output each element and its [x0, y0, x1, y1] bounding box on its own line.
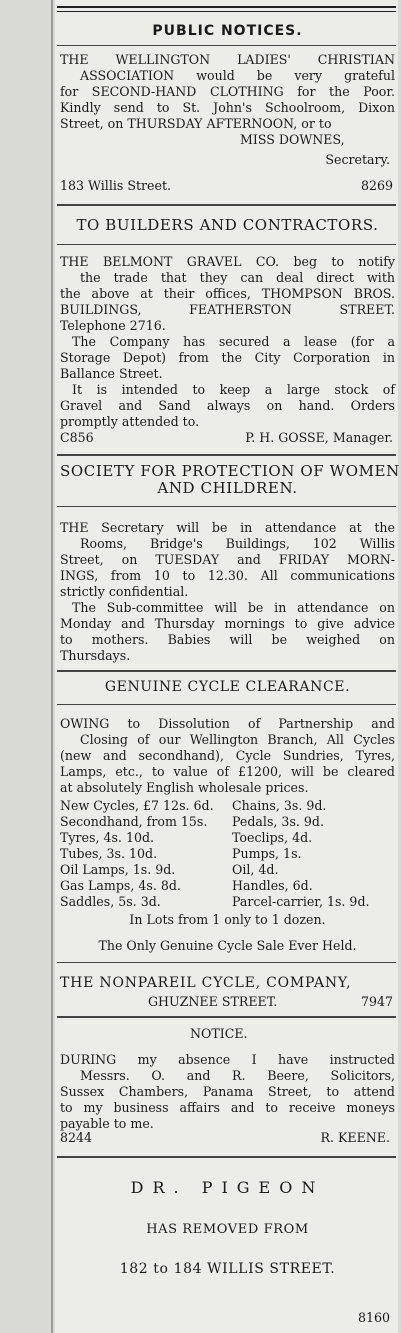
ladies-role: Secretary. [325, 152, 390, 167]
divider [57, 1156, 396, 1158]
divider [57, 962, 396, 963]
price-left: Gas Lamps, 4s. 8d. [60, 878, 181, 893]
notice-heading: NOTICE. [190, 1026, 248, 1041]
notice-ref: 8244 [60, 1130, 93, 1145]
notice-line: Messrs. O. and R. Beere, Solicitors, [80, 1068, 395, 1083]
cycle-line: Closing of our Wellington Branch, All Cycles [80, 732, 395, 747]
price-right: Parcel-carrier, 1s. 9d. [232, 894, 370, 909]
ladies-line5: Street, on THURSDAY AFTERNOON, or to [60, 116, 332, 131]
notice-line: DURING my absence I have instructed [60, 1052, 395, 1067]
builders-line: Gravel and Sand always on hand. Orders [60, 398, 395, 413]
society-heading2: AND CHILDREN. [157, 479, 298, 497]
society-line: INGS, from 10 to 12.30. All communications [60, 568, 395, 583]
society-line: Thursdays. [60, 648, 131, 663]
price-right: Toeclips, 4d. [232, 830, 313, 845]
cycle-heading: GENUINE CYCLE CLEARANCE. [104, 679, 351, 695]
pigeon-ref: 8160 [357, 1310, 390, 1325]
builders-line: the above at their offices, THOMPSON BROS. [60, 286, 395, 301]
cycle-line: OWING to Dissolution of Partnership and [60, 716, 395, 731]
divider [57, 454, 396, 456]
divider [57, 670, 396, 672]
cycle-line: at absolutely English wholesale prices. [60, 780, 309, 795]
notice-line: payable to me. [60, 1116, 154, 1131]
price-right: Pumps, 1s. [232, 846, 302, 861]
divider [57, 45, 396, 46]
builders-line: The Company has secured a lease (for a [72, 334, 395, 349]
society-line: Street, on TUESDAY and FRIDAY MORN- [60, 552, 395, 567]
ladies-line4: Kindly send to St. John's Schoolroom, Dixon [60, 100, 395, 115]
pigeon-line2: HAS REMOVED FROM [146, 1222, 309, 1237]
divider [57, 506, 396, 507]
notice-line: Sussex Chambers, Panama Street, to attend [60, 1084, 395, 1099]
builders-line: It is intended to keep a large stock of [72, 382, 395, 397]
divider [57, 704, 396, 705]
cycle-street: GHUZNEE STREET. [148, 994, 278, 1009]
price-left: Oil Lamps, 1s. 9d. [60, 862, 176, 877]
society-heading1: SOCIETY FOR PROTECTION OF WOMEN [60, 462, 400, 480]
price-right: Handles, 6d. [232, 878, 313, 893]
society-line: The Sub-committee will be in attendance on [72, 600, 395, 615]
builders-line: Ballance Street. [60, 366, 163, 381]
price-left: Saddles, 5s. 3d. [60, 894, 161, 909]
price-left: Tyres, 4s. 10d. [60, 830, 155, 845]
price-left: New Cycles, £7 12s. 6d. [60, 798, 214, 813]
price-right: Chains, 3s. 9d. [232, 798, 327, 813]
builders-line: Telephone 2716. [60, 318, 166, 333]
price-right: Pedals, 3s. 9d. [232, 814, 324, 829]
ladies-line3: for SECOND-HAND CLOTHING for the Poor. [60, 84, 395, 99]
top-rule-thin [57, 11, 396, 12]
price-left: Secondhand, from 15s. [60, 814, 208, 829]
cycle-lots: In Lots from 1 only to 1 dozen. [129, 912, 326, 927]
society-line: Monday and Thursday mornings to give advice [60, 616, 395, 631]
section-title: PUBLIC NOTICES. [152, 23, 303, 39]
society-line: THE Secretary will be in attendance at the [60, 520, 395, 535]
builders-line: THE BELMONT GRAVEL CO. beg to notify [60, 254, 395, 269]
notice-signature: R. KEENE. [320, 1130, 390, 1145]
pigeon-name: DR. PIGEON [130, 1178, 325, 1197]
cycle-ref: 7947 [360, 994, 393, 1009]
pigeon-line3: 182 to 184 WILLIS STREET. [119, 1261, 336, 1277]
ladies-name: MISS DOWNES, [240, 132, 345, 147]
builders-line: Storage Depot) from the City Corporation in [60, 350, 395, 365]
builders-line: promptly attended to. [60, 414, 200, 429]
price-left: Tubes, 3s. 10d. [60, 846, 158, 861]
ladies-ref: 8269 [360, 178, 393, 193]
divider [57, 244, 396, 245]
builders-line: BUILDINGS, FEATHERSTON STREET. [60, 302, 395, 317]
column-rule [51, 0, 53, 1333]
society-line: strictly confidential. [60, 584, 189, 599]
top-rule [57, 6, 396, 8]
builders-ref: C856 [60, 430, 94, 445]
cycle-line: Lamps, etc., to value of £1200, will be cleared [60, 764, 395, 779]
divider [57, 204, 396, 206]
builders-heading: TO BUILDERS AND CONTRACTORS. [76, 216, 379, 234]
notice-line: to my business affairs and to receive moneys [60, 1100, 395, 1115]
society-line: Rooms, Bridge's Buildings, 102 Willis [80, 536, 395, 551]
price-right: Oil, 4d. [232, 862, 279, 877]
cycle-only: The Only Genuine Cycle Sale Ever Held. [98, 938, 357, 953]
cycle-company: THE NONPAREIL CYCLE, COMPANY, [60, 975, 352, 991]
divider [57, 1016, 396, 1018]
builders-signature: P. H. GOSSE, Manager. [245, 430, 393, 445]
builders-line: the trade that they can deal direct with [80, 270, 395, 285]
ladies-line2: ASSOCIATION would be very grateful [80, 68, 395, 83]
society-line: to mothers. Babies will be weighed on [60, 632, 395, 647]
ladies-address: 183 Willis Street. [60, 178, 172, 193]
ladies-line1: THE WELLINGTON LADIES' CHRISTIAN [60, 52, 395, 67]
cycle-line: (new and secondhand), Cycle Sundries, Tyres, [60, 748, 395, 763]
